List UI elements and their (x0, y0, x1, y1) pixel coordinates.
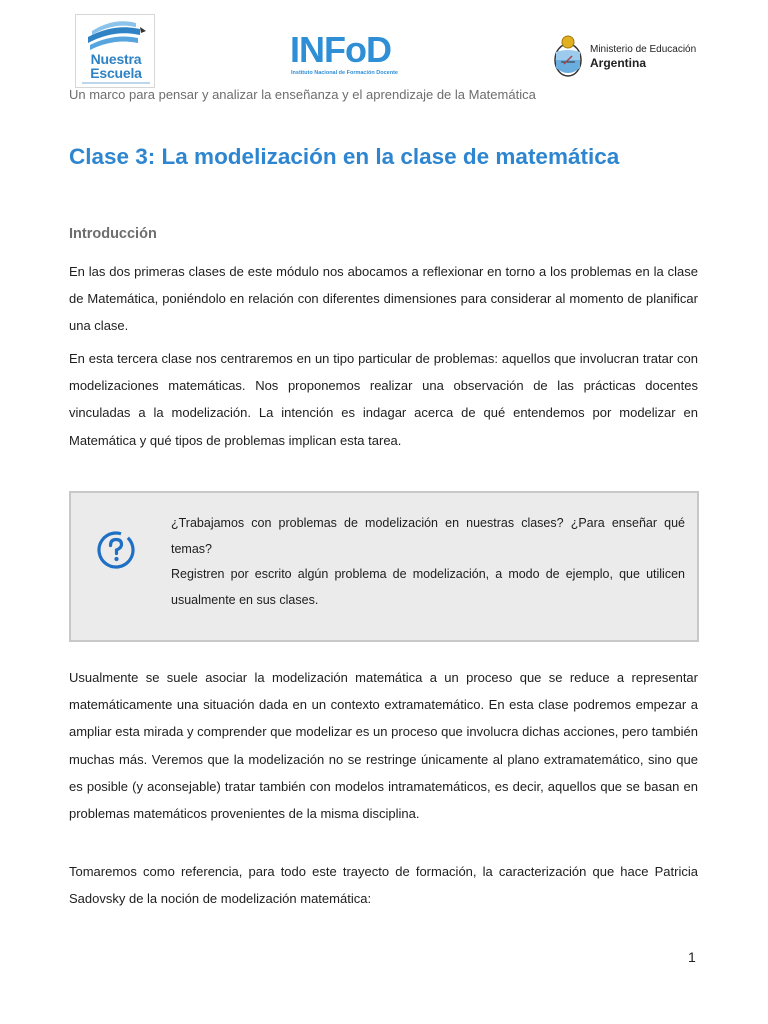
paragraph: Usualmente se suele asociar la modelización matemática a un proceso que se reduce a representar matemáticamente una situación dada en un contexto extramatemático. En esta clase podremos empezar a ampliar esta mirada y comprender que modelizar es un proceso que involucra dichas acciones, pero también muchas más. Veremos que la modelización no se restringe únicamente al plano extramatemático, sino que es posible (y aconsejable) tratar también con modelos intramatemáticos, es decir, aquellos que se basan en problemas matemáticos provenientes de la misma disciplina. (69, 670, 698, 822)
reflection-callout (69, 491, 699, 642)
page-title: Clase 3: La modelización en la clase de matemática (69, 144, 620, 169)
argentina-coat-of-arms-icon (552, 34, 584, 78)
ministerio-country: Argentina (590, 56, 647, 70)
ministerio-logo (552, 34, 702, 78)
nuestra-escuela-line1: Nuestra (90, 51, 142, 67)
paragraph: En las dos primeras clases de este módulo nos abocamos a reflexionar en torno a los problemas en la clase de Matemática, poniéndolo en relación con diferentes dimensiones para considerar al momento de planificar una clase. (69, 264, 698, 334)
nuestra-escuela-emblem-icon (84, 19, 148, 53)
nuestra-escuela-line2: Escuela (90, 65, 142, 81)
ministerio-name: Ministerio de Educación (590, 44, 697, 55)
paragraph: Tomaremos como referencia, para todo este trayecto de formación, la caracterización que hace Patricia Sadovsky de la noción de modelización matemática: (69, 864, 698, 907)
callout-text (171, 511, 685, 613)
section-heading: Introducción (69, 226, 157, 242)
callout-question: ¿Trabajamos con problemas de modelización en nuestras clases? ¿Para enseñar qué temas? (171, 516, 685, 556)
infod-tagline: Instituto Nacional de Formación Docente (291, 70, 398, 76)
infod-wordmark: INFoD (290, 29, 391, 70)
page-number: 1 (688, 949, 696, 965)
infod-logo (290, 29, 420, 80)
paragraph: En esta tercera clase nos centraremos en un tipo particular de problemas: aquellos que involucran tratar con modelizaciones matemáticas. Nos proponemos realizar una observación de las prácticas docentes vinculadas a la modelización. La intención es indagar acerca de qué entendemos por modelizar en Matemática y qué tipos de problemas implican esta tarea. (69, 351, 698, 448)
callout-instruction: Registren por escrito algún problema de modelización, a modo de ejemplo, que utilicen usualmente en sus clases. (171, 567, 685, 607)
nuestra-escuela-underline (82, 82, 150, 84)
document-subtitle: Un marco para pensar y analizar la enseñanza y el aprendizaje de la Matemática (69, 87, 536, 102)
question-icon (88, 522, 144, 578)
nuestra-escuela-logo (75, 14, 155, 88)
